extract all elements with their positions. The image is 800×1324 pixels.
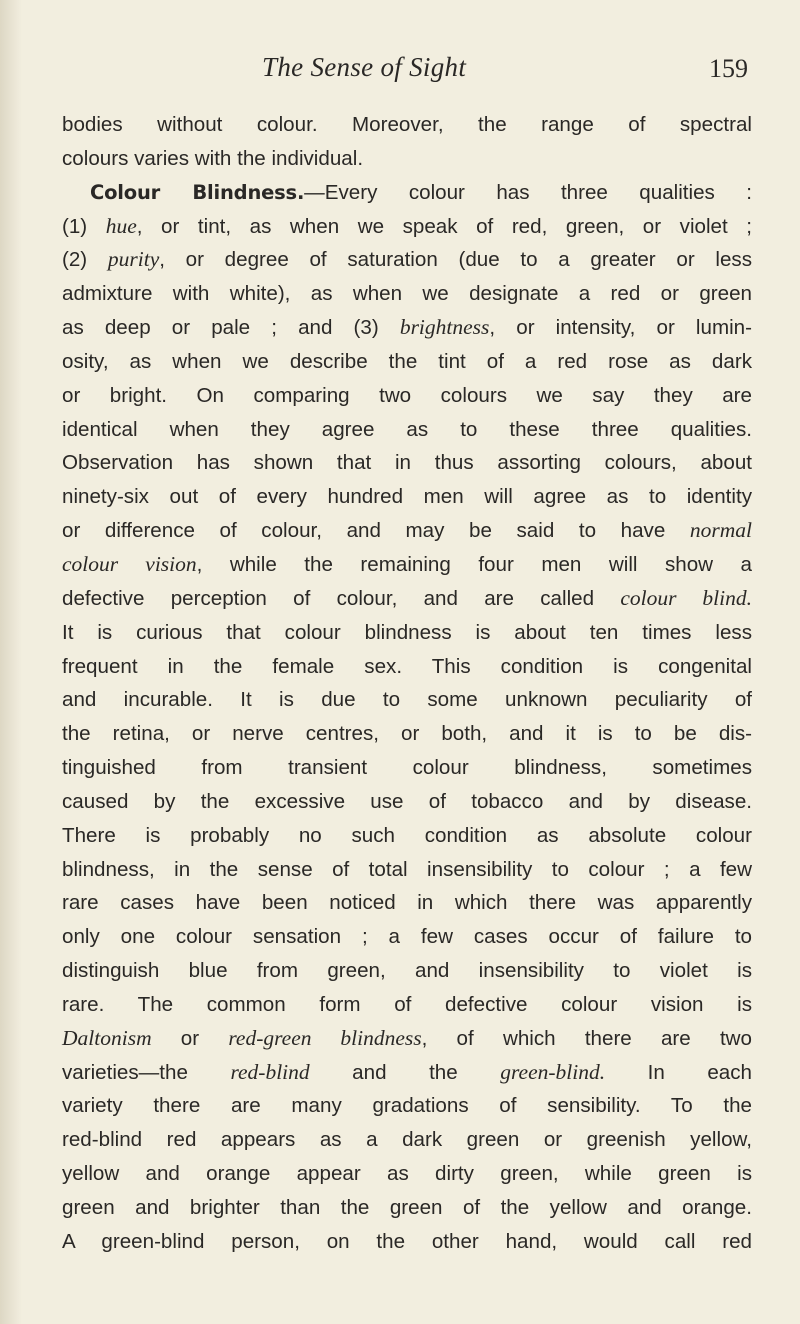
text-line: green and brighter than the green of the yellow and orange. <box>62 1196 752 1219</box>
emphasis-purity: purity <box>107 247 160 272</box>
emphasis-brightness: brightness <box>399 315 490 340</box>
emphasis-red-blind: red-blind <box>230 1059 310 1084</box>
body-text <box>62 108 752 1259</box>
text-fragment: (2) <box>62 248 108 272</box>
emphasis-colour-blind: colour blind. <box>620 585 752 610</box>
text-line: colours varies with the individual. <box>62 146 364 170</box>
text-fragment: varieties—the <box>62 1060 231 1084</box>
text-line: rare cases have been noticed in which there was apparently <box>62 891 752 915</box>
text-line: distinguish blue from green, and insensibility to violet is <box>62 959 752 983</box>
text-line: yellow and orange appear as dirty green, while green is <box>62 1162 752 1186</box>
emphasis-daltonism: Daltonism <box>62 1025 152 1050</box>
text-line <box>62 311 752 345</box>
running-title: The Sense of Sight <box>262 52 467 82</box>
text-line <box>62 243 752 277</box>
text-line: the retina, or nerve centres, or both, and it is to be dis- <box>62 722 752 746</box>
text-fragment: and the <box>309 1060 501 1084</box>
text-line: rare. The common form of defective colour vision is <box>62 992 752 1016</box>
emphasis-normal: normal <box>689 518 752 543</box>
text-line: There is probably no such condition as absolute colour <box>62 823 752 847</box>
emphasis-hue: hue <box>105 213 137 238</box>
text-line: identical when they agree as to these three qualities. <box>62 417 752 441</box>
text-fragment: or <box>151 1026 229 1050</box>
text-line <box>62 514 752 548</box>
emphasis-colour-vision: colour vision <box>62 551 197 576</box>
text-fragment: , while the remaining four men will show a <box>196 552 752 576</box>
emphasis-green-blind: green-blind. <box>500 1059 606 1084</box>
text-fragment: , or intensity, or lumin- <box>489 316 752 340</box>
section-heading: Colour Blindness. <box>90 180 305 204</box>
text-line: bodies without colour. Moreover, the range of spectral <box>62 113 752 136</box>
text-fragment: defective perception of colour, and are called <box>62 586 621 610</box>
text-line: tinguished from transient colour blindness, sometimes <box>62 756 752 780</box>
page-edge-shadow <box>0 0 22 1324</box>
text-line: red-blind red appears as a dark green or greenish yellow, <box>62 1128 752 1152</box>
text-line: blindness, in the sense of total insensibility to colour ; a few <box>62 857 752 881</box>
text-line <box>62 210 752 244</box>
text-fragment: , or tint, as when we speak of red, green, or violet ; <box>136 214 752 238</box>
text-line: It is curious that colour blindness is about ten times less <box>62 620 752 644</box>
text-line <box>62 1022 752 1056</box>
text-line <box>62 176 752 210</box>
text-fragment: (1) <box>62 214 106 238</box>
text-line: A green-blind person, on the other hand, would call red <box>62 1229 752 1253</box>
emphasis-red-green-blindness: red-green blindness <box>228 1025 422 1050</box>
text-line: frequent in the female sex. This condition is congenital <box>62 654 752 678</box>
text-fragment: , or degree of saturation (due to a greater or less <box>159 248 752 272</box>
text-line: and incurable. It is due to some unknown peculiarity of <box>62 688 752 712</box>
text-line: Observation has shown that in thus assorting colours, about <box>62 451 752 475</box>
page-header <box>0 52 800 92</box>
text-line <box>62 582 752 616</box>
text-line: ninety-six out of every hundred men will agree as to identity <box>62 485 752 509</box>
text-line: variety there are many gradations of sensibility. To the <box>62 1094 752 1118</box>
text-line: osity, as when we describe the tint of a red rose as dark <box>62 349 752 373</box>
text-line: caused by the excessive use of tobacco and by disease. <box>62 789 752 813</box>
text-fragment: In each <box>605 1060 752 1084</box>
page-number: 159 <box>709 54 748 83</box>
text-fragment: , of which there are two <box>421 1026 753 1050</box>
text-fragment: or difference of colour, and may be said to have <box>62 519 690 543</box>
text-fragment: —Every colour has three qualities : <box>304 180 752 204</box>
text-line: or bright. On comparing two colours we say they are <box>62 383 752 407</box>
text-line: only one colour sensation ; a few cases occur of failure to <box>62 925 752 949</box>
text-line <box>62 1056 752 1090</box>
text-line: admixture with white), as when we designate a red or green <box>62 282 752 306</box>
text-line <box>62 548 752 582</box>
text-fragment: as deep or pale ; and (3) <box>62 316 400 340</box>
